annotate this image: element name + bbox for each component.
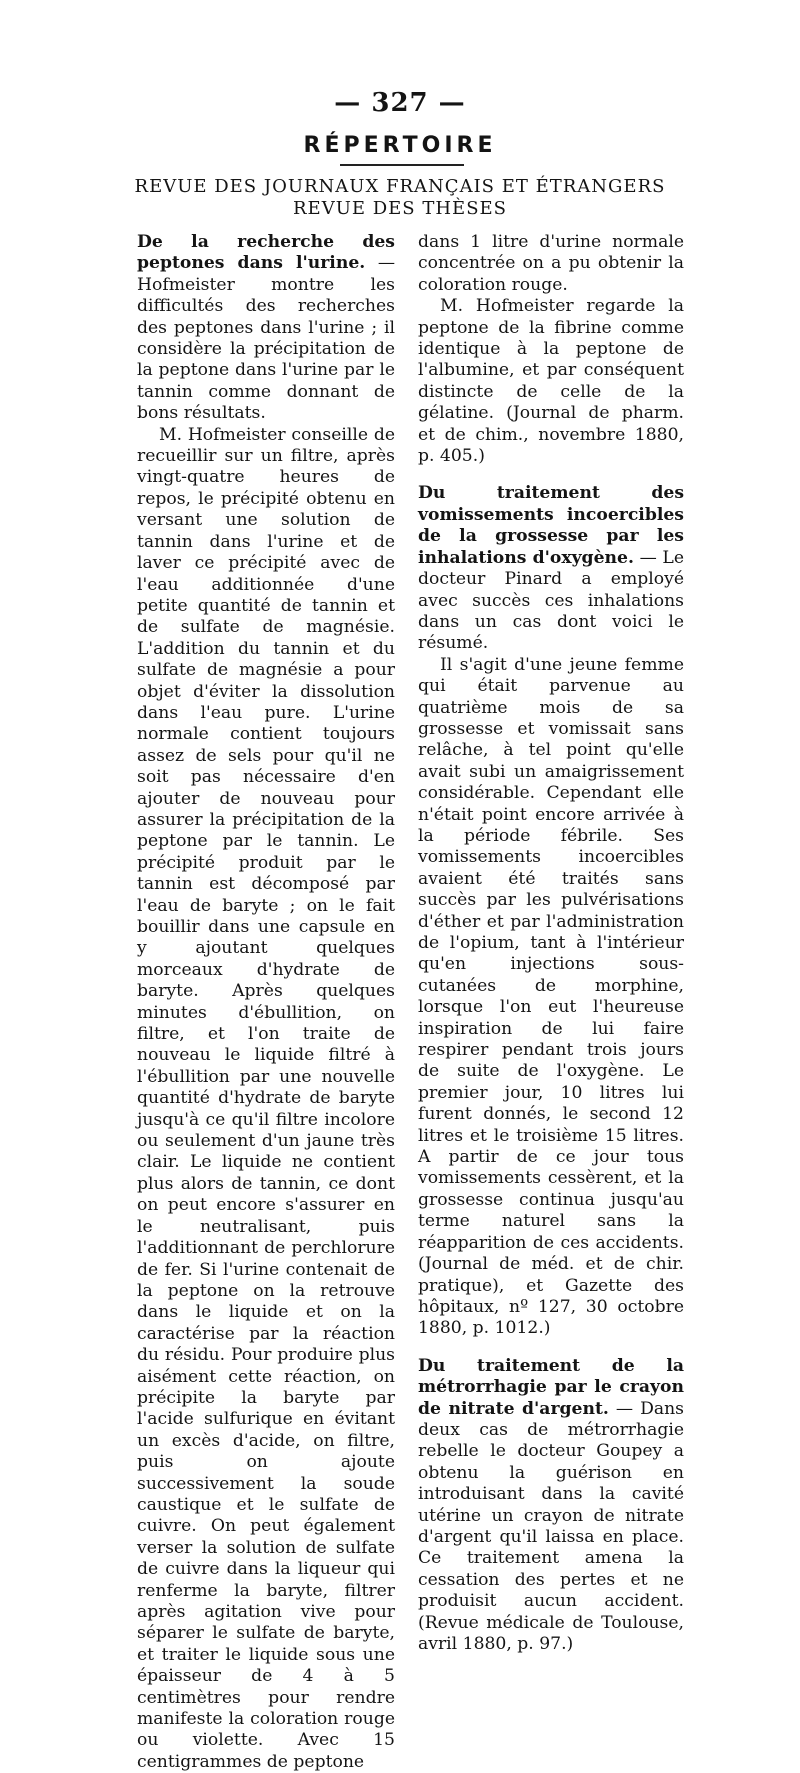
subtitle-line-2: REVUE DES THÈSES [293, 198, 507, 219]
article-paragraph [137, 232, 395, 425]
article-paragraph: M. Hofmeister conseille de recueillir sur un filtre, après vingt-quatre heures de repos, le précipité obtenu en versant une solution de tannin dans l'urine et de laver ce précipité avec de l'eau additionnée d'une petite quantité de tannin et de sulfate de magnésie. L'addition du tannin et du sulfate de magnésie a pour objet d'éviter la dissolution dans l'eau pure. L'urine normale contient toujours assez de sels pour qu'il ne soit pas nécessaire d'en ajouter de nouveau pour assurer la précipitation de la peptone par le tannin. Le précipité produit par le tannin est décomposé par l'eau de baryte ; on le fait bouillir dans une capsule en y ajoutant quelques morceaux d'hydrate de baryte. Après quelques minutes d'ébullition, on filtre, et l'on traite de nouveau le liquide filtré à l'ébullition par une nouvelle quantité d'hydrate de baryte jusqu'à ce qu'il filtre incolore ou seulement d'un jaune très clair. Le liquide ne contient plus alors de tannin, ce dont on peut encore s'assurer en le neutralisant, puis l'additionnant de perchlorure de fer. Si l'urine contenait de la peptone on la retrouve dans le liquide et on la caractérise par la réaction du résidu. Pour produire plus aisément cette réaction, on précipite la baryte par l'acide sulfurique en évitant un excès d'acide, on filtre, puis on ajoute successivement la soude caustique et le sulfate de cuivre. On peut également verser la solution de sulfate de cuivre dans la liqueur qui renferme la baryte, filtrer après agitation vive pour séparer le sulfate de baryte, et traiter le liquide sous une épaisseur de 4 à 5 centimètres pour rendre manifeste la coloration rouge ou violette. Avec 15 centigrammes de peptone [137, 424, 395, 1772]
article-title: Du traitement des vomissements incoercibles de la grossesse par les inhalations d'oxygène. [418, 483, 684, 568]
article-vomissements [418, 483, 684, 1339]
article-text: — Dans deux cas de métrorrhagie rebelle le docteur Goupey a obtenu la guérison en introduisant dans la cavité utérine un crayon de nitrate d'argent qu'il laissa en place. Ce traitement amena la cessation des pertes et ne produisit aucun accident. (Revue médicale de Toulouse, avril 1880, p. 97.) [418, 1398, 684, 1654]
article-text: — Hofmeister montre les difficultés des recherches des peptones dans l'urine ; il considère la précipitation de la peptone dans l'urine par le tannin comme donnant de bons résultats. [137, 253, 395, 424]
article-paragraph: Il s'agit d'une jeune femme qui était parvenue au quatrième mois de sa grossesse et vomissait sans relâche, à tel point qu'elle avait subi un amaigrissement considérable. Cependant elle n'était point encore arrivée à la période fébrile. Ses vomissements incoercibles avaient été traités sans succès par les pulvérisations d'éther et par l'administration de l'opium, tant à l'intérieur qu'en injections sous-cutanées de morphine, lorsque l'on eut l'heureuse inspiration de lui faire respirer pendant trois jours de suite de l'oxygène. Le premier jour, 10 litres lui furent donnés, le second 12 litres et le troisième 15 litres. A partir de ce jour tous vomissements cessèrent, et la grossesse continua jusqu'au terme naturel sans la réapparition de ces accidents. (Journal de méd. et de chir. pratique), et Gazette des hôpitaux, nº 127, 30 octobre 1880, p. 1012.) [418, 654, 684, 1339]
left-column [137, 232, 395, 1773]
article-title: Du traitement de la métrorrhagie par le crayon de nitrate d'argent. [418, 1355, 684, 1419]
section-title: RÉPERTOIRE [303, 133, 497, 158]
article-text: — Le docteur Pinard a employé avec succès ces inhalations dans un cas dont voici le résumé. [418, 547, 684, 654]
page-number: — 327 — [334, 88, 466, 118]
article-metrorrhagie [418, 1356, 684, 1656]
title-rule [340, 164, 464, 166]
article-paragraph: M. Hofmeister regarde la peptone de la fibrine comme identique à la peptone de l'albumine, et par conséquent distincte de celle de la gélatine. (Journal de pharm. et de chim., novembre 1880, p. 405.) [418, 296, 684, 467]
article-peptones [137, 232, 395, 1773]
subtitle-line-1: REVUE DES JOURNAUX FRANÇAIS ET ÉTRANGERS [134, 176, 666, 197]
article-title: De la recherche des peptones dans l'urine. [137, 232, 395, 274]
right-column [418, 232, 684, 1655]
article-peptones-continued [418, 232, 684, 467]
article-paragraph [418, 1356, 684, 1656]
article-paragraph [418, 483, 684, 654]
article-paragraph: dans 1 litre d'urine normale concentrée on a pu obtenir la coloration rouge. [418, 232, 684, 295]
